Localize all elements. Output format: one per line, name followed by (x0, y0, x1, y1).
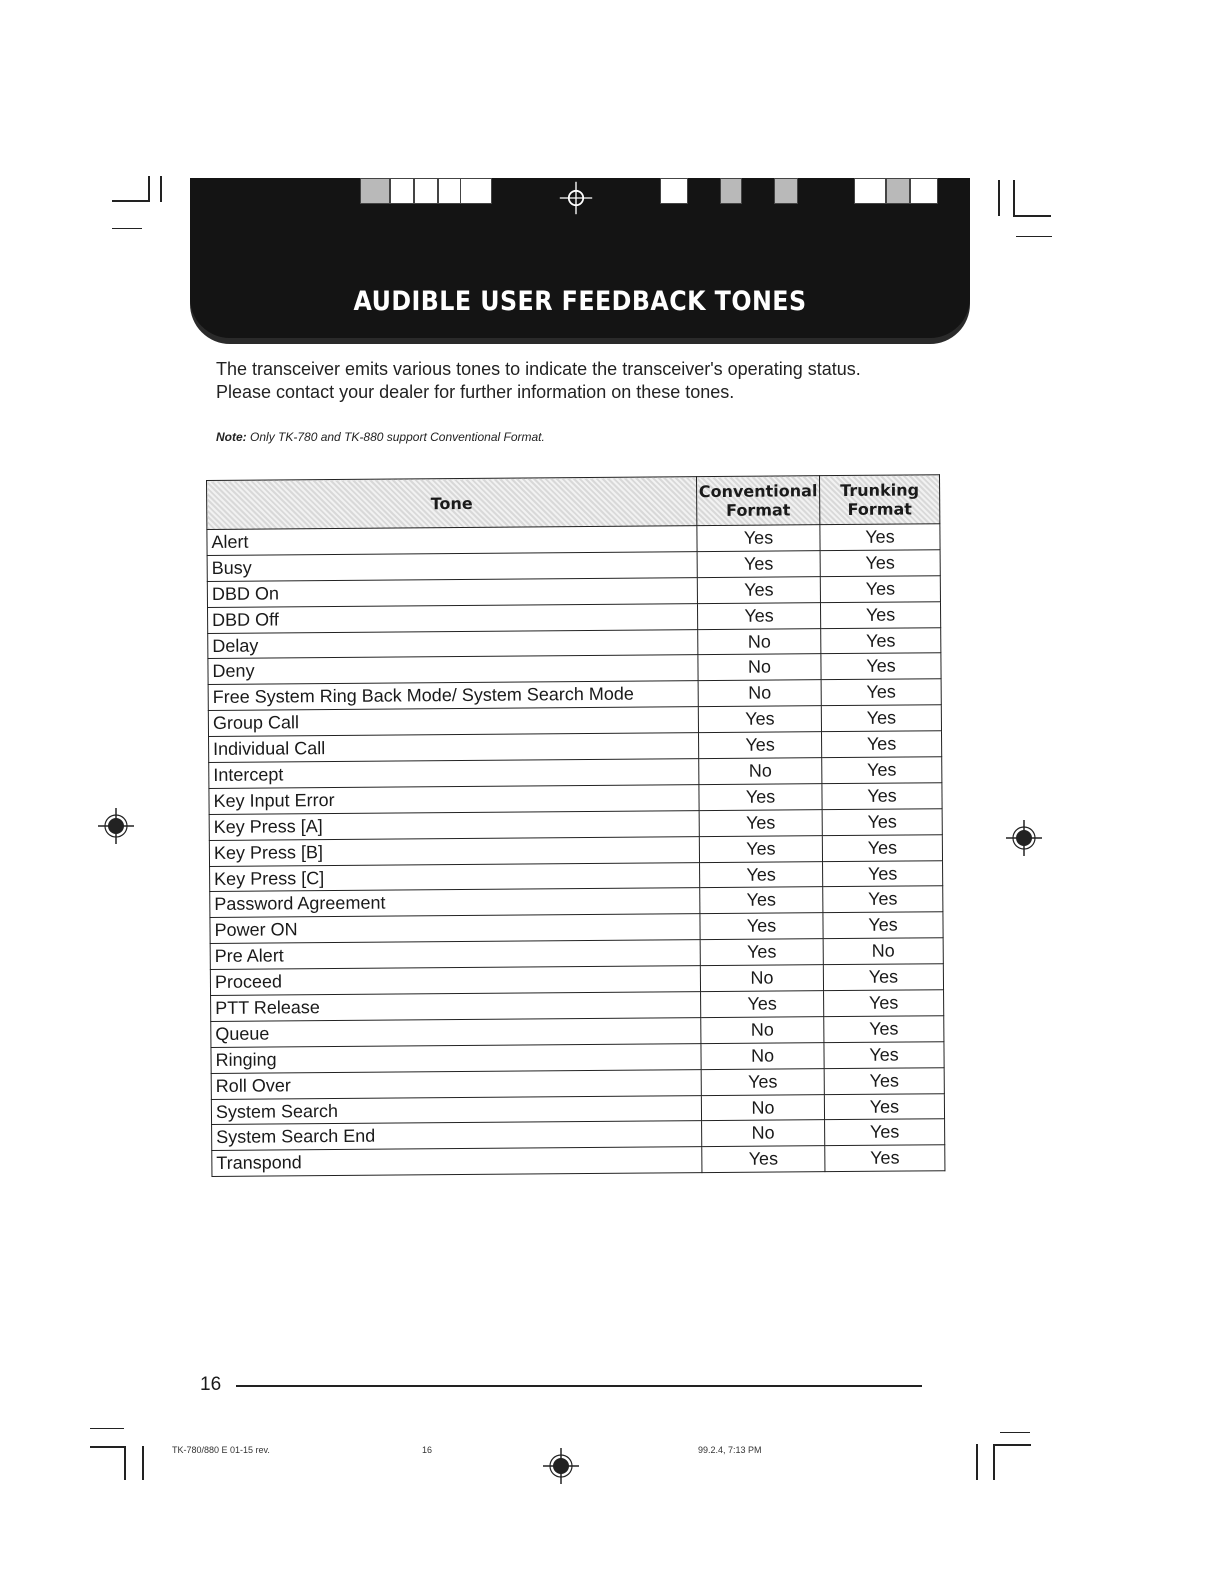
cell-tone: Busy (207, 552, 697, 582)
cell-conventional: Yes (702, 1146, 825, 1173)
cell-tone: Proceed (210, 966, 700, 996)
banner-tab (390, 178, 414, 204)
cell-tone: Power ON (210, 914, 700, 944)
cell-conventional: No (701, 1017, 824, 1044)
cell-trunking: Yes (823, 912, 943, 939)
cell-trunking: Yes (825, 1119, 945, 1146)
banner-tab (660, 178, 688, 204)
cell-tone: Group Call (208, 707, 698, 737)
cell-trunking: Yes (824, 990, 944, 1017)
cell-tone: Deny (208, 655, 698, 685)
cell-conventional: Yes (699, 835, 822, 862)
banner-tab (910, 178, 938, 204)
cell-conventional: Yes (700, 887, 823, 914)
banner-tab (438, 178, 462, 204)
cell-trunking: Yes (823, 886, 943, 913)
cell-trunking: Yes (821, 679, 941, 706)
cell-trunking: Yes (823, 860, 943, 887)
cell-conventional: No (698, 654, 821, 681)
cell-tone: Roll Over (211, 1069, 701, 1099)
cell-trunking: Yes (821, 653, 941, 680)
footer-timestamp: 99.2.4, 7:13 PM (698, 1445, 762, 1455)
cell-tone: Pre Alert (210, 940, 700, 970)
cell-conventional: Yes (697, 551, 820, 578)
cell-trunking: Yes (820, 524, 940, 551)
intro-paragraph (216, 358, 976, 404)
cell-tone: System Search End (212, 1121, 702, 1151)
cell-conventional: Yes (700, 939, 823, 966)
cell-conventional: No (698, 680, 821, 707)
cell-tone: Key Press [A] (209, 810, 699, 840)
cell-trunking: Yes (821, 731, 941, 758)
footer-rule (236, 1385, 922, 1387)
cell-tone: Transpond (212, 1147, 702, 1177)
cell-trunking: Yes (824, 1042, 944, 1069)
footer-doc-id: TK-780/880 E 01-15 rev. (172, 1445, 270, 1455)
cell-trunking: No (823, 938, 943, 965)
cell-trunking: Yes (824, 1016, 944, 1043)
cell-tone: Key Press [C] (210, 862, 700, 892)
cell-conventional: Yes (700, 861, 823, 888)
banner-tab (774, 178, 798, 204)
cell-conventional: No (700, 965, 823, 992)
cell-tone: DBD On (207, 577, 697, 607)
cell-tone: System Search (211, 1095, 701, 1125)
header-banner (190, 178, 970, 338)
cell-trunking: Yes (824, 1067, 944, 1094)
cell-tone: Free System Ring Back Mode/ System Search Mode (208, 681, 698, 711)
cell-conventional: Yes (699, 809, 822, 836)
cell-conventional: No (699, 758, 822, 785)
registration-mark-top-icon (558, 180, 594, 216)
tones-table (206, 474, 945, 1177)
cell-tone: Individual Call (209, 733, 699, 763)
cell-conventional: Yes (701, 1068, 824, 1095)
registration-mark-left-icon (96, 806, 136, 846)
cell-conventional: Yes (698, 706, 821, 733)
cell-tone: Ringing (211, 1043, 701, 1073)
cell-tone: Key Press [B] (209, 836, 699, 866)
cell-trunking: Yes (820, 601, 940, 628)
registration-mark-bottom-icon (541, 1446, 581, 1486)
banner-tab (854, 178, 886, 204)
cell-conventional: Yes (700, 913, 823, 940)
header-trunking-format: Trunking Format (819, 475, 939, 525)
banner-tab (360, 178, 390, 204)
cell-tone: Delay (208, 629, 698, 659)
banner-tab (720, 178, 742, 204)
cell-conventional: Yes (697, 602, 820, 629)
cell-trunking: Yes (822, 783, 942, 810)
cell-trunking: Yes (825, 1145, 945, 1172)
cell-conventional: No (701, 1094, 824, 1121)
cell-trunking: Yes (820, 576, 940, 603)
cell-trunking: Yes (820, 550, 940, 577)
cell-tone: Intercept (209, 759, 699, 789)
cell-conventional: No (702, 1120, 825, 1147)
note-text: Only TK-780 and TK-880 support Conventional Format. (250, 430, 545, 444)
cell-conventional: Yes (697, 525, 820, 552)
cell-trunking: Yes (823, 964, 943, 991)
cell-trunking: Yes (821, 705, 941, 732)
banner-tab (414, 178, 438, 204)
cell-trunking: Yes (822, 809, 942, 836)
cell-conventional: Yes (697, 576, 820, 603)
header-conventional-format: Conventional Format (696, 476, 819, 526)
cell-tone: Alert (207, 526, 697, 556)
banner-tab (460, 178, 492, 204)
cell-tone: DBD Off (207, 603, 697, 633)
cell-conventional: Yes (701, 991, 824, 1018)
page-number: 16 (200, 1374, 222, 1395)
cell-trunking: Yes (824, 1093, 944, 1120)
cell-conventional: No (698, 628, 821, 655)
table-header-row (207, 475, 940, 530)
cell-conventional: Yes (699, 784, 822, 811)
cell-tone: Queue (211, 1018, 701, 1048)
cell-trunking: Yes (822, 834, 942, 861)
cell-tone: Key Input Error (209, 785, 699, 815)
note-label: Note: (216, 430, 247, 444)
cell-tone: Password Agreement (210, 888, 700, 918)
footer-page-ref: 16 (422, 1445, 433, 1455)
cell-trunking: Yes (821, 627, 941, 654)
cell-conventional: No (701, 1042, 824, 1069)
registration-mark-right-icon (1004, 818, 1044, 858)
intro-line: Please contact your dealer for further information on these tones. (216, 382, 735, 402)
intro-line: The transceiver emits various tones to indicate the transceiver's operating status. (216, 359, 861, 379)
header-tone: Tone (207, 477, 697, 530)
table-row (212, 1145, 945, 1177)
cell-trunking: Yes (822, 757, 942, 784)
banner-tab (886, 178, 910, 204)
note (216, 430, 545, 444)
cell-conventional: Yes (699, 732, 822, 759)
cell-tone: PTT Release (211, 992, 701, 1022)
page-title: AUDIBLE USER FEEDBACK TONES (353, 286, 807, 317)
